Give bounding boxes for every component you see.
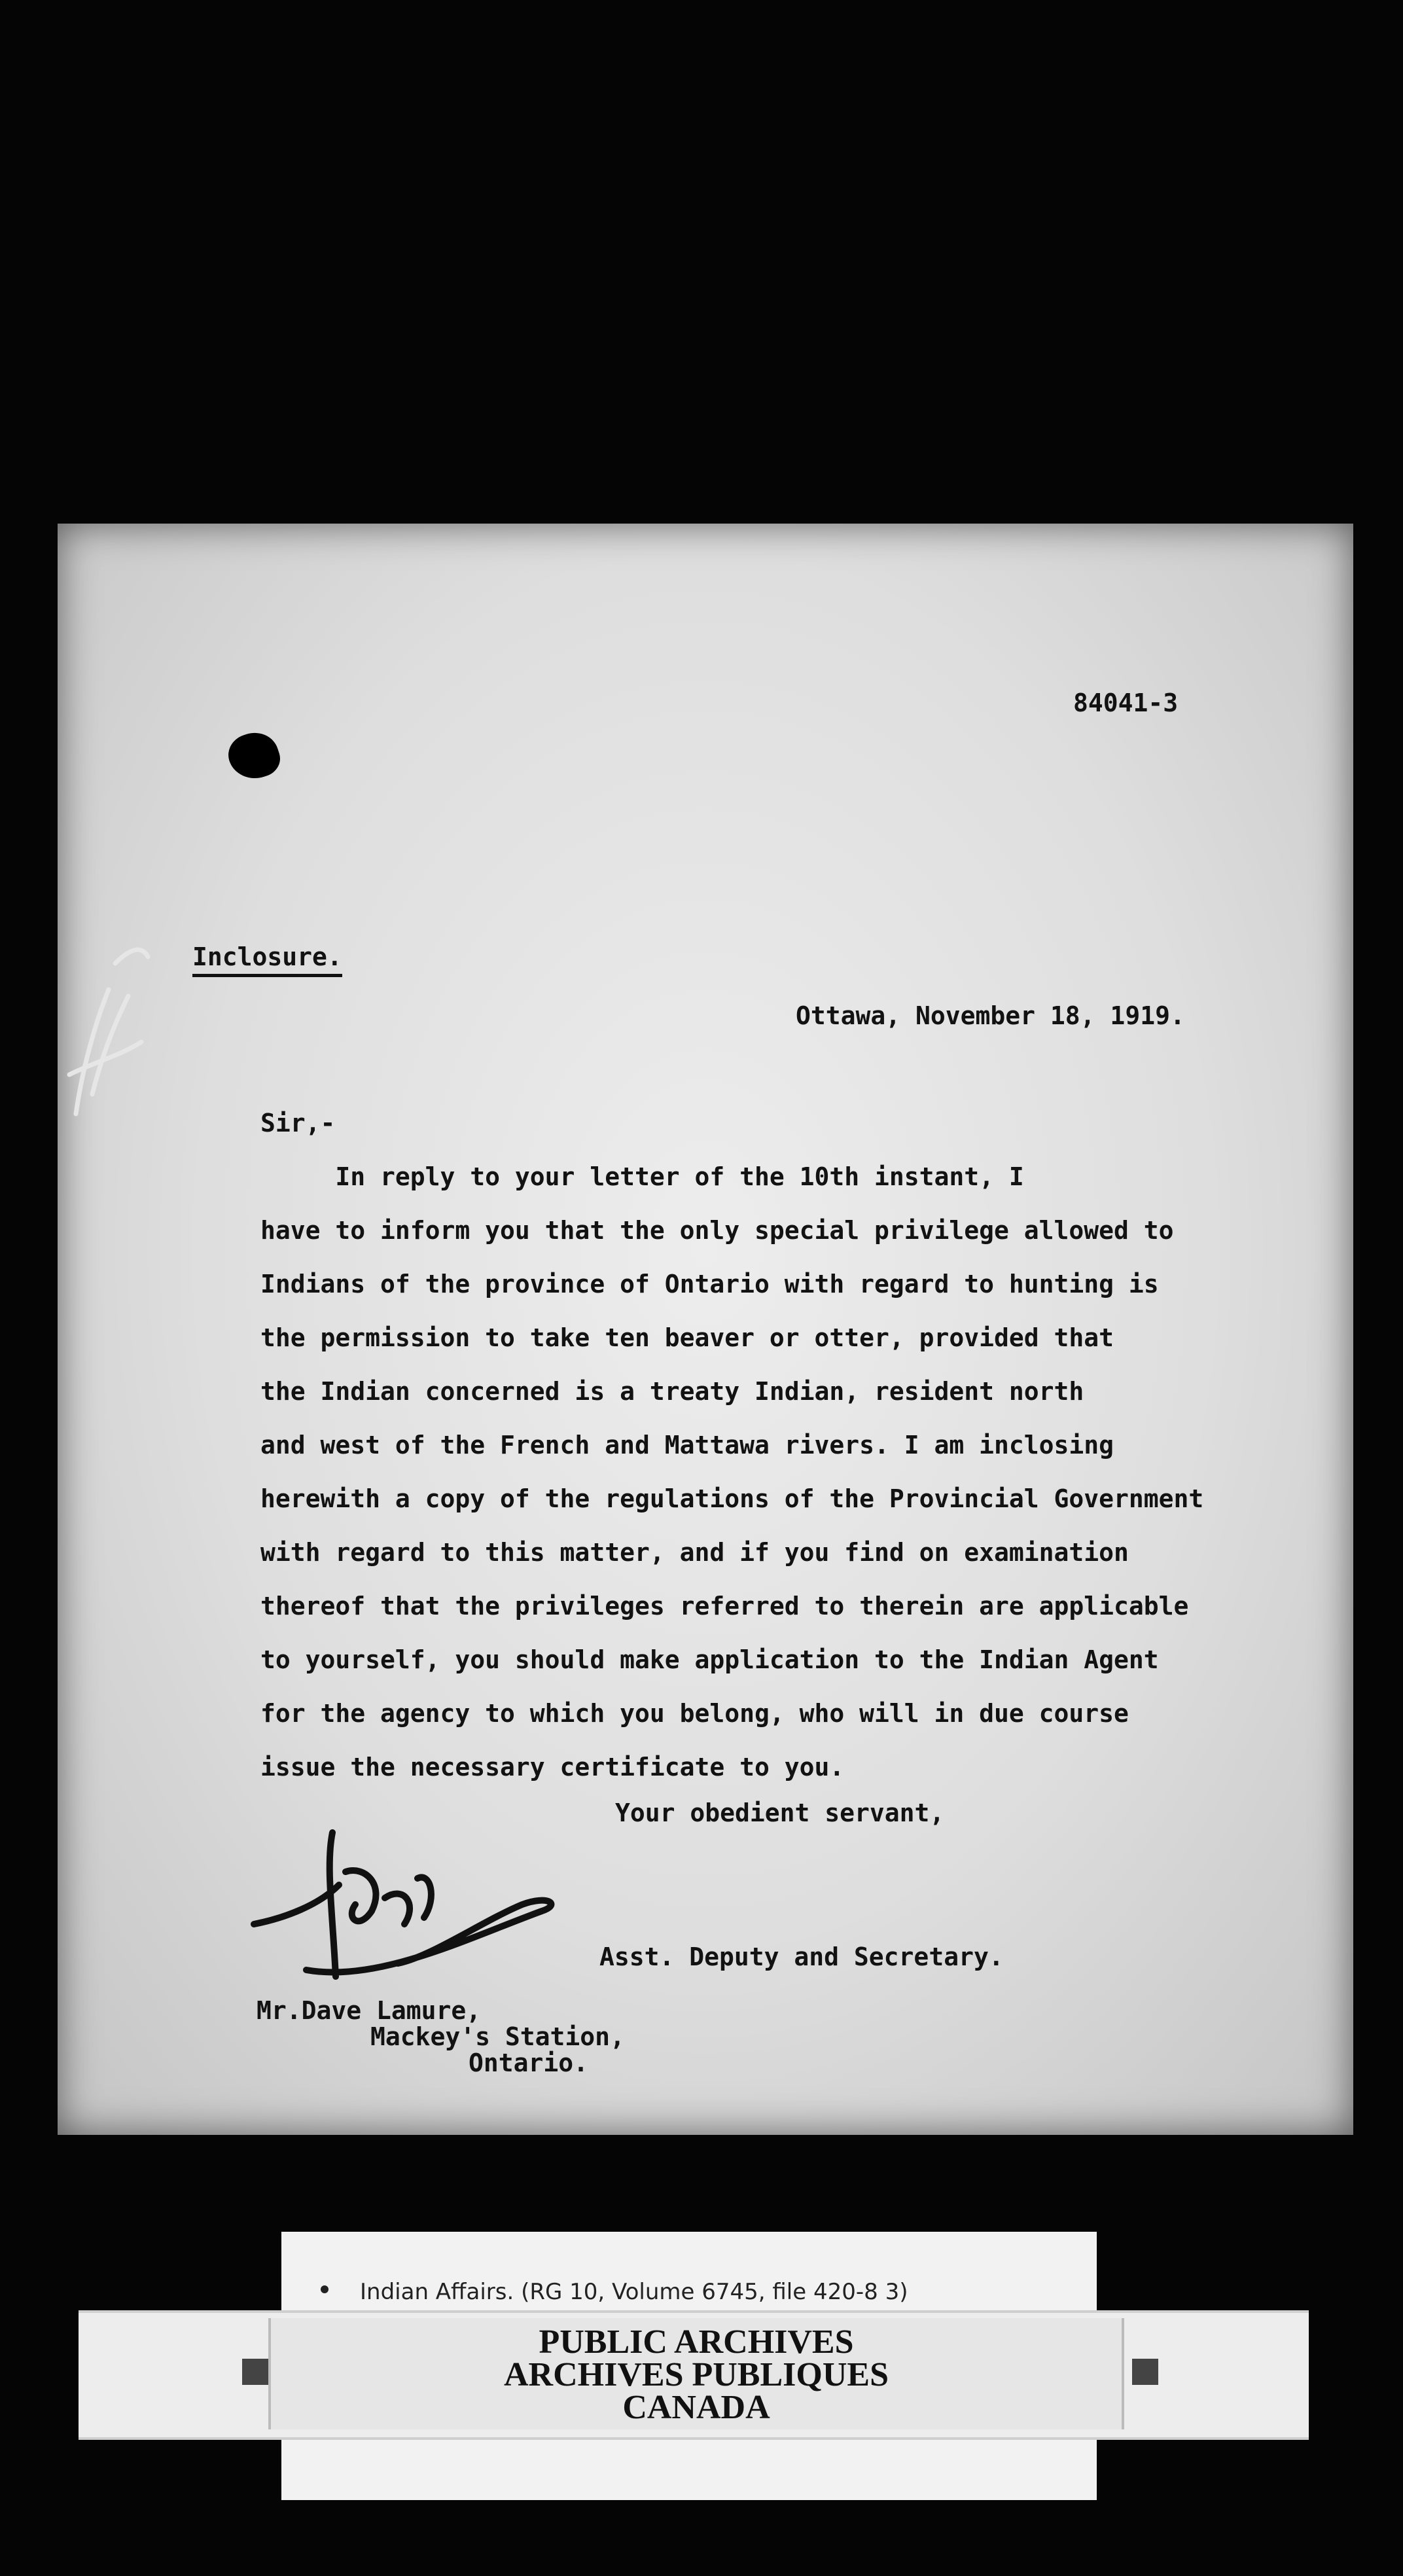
addressee-place: Mackey's Station,	[370, 2022, 625, 2051]
reference-number: 84041-3	[1073, 689, 1179, 717]
archive-reference-note: Indian Affairs. (RG 10, Volume 6745, file 420-8 3)	[360, 2279, 908, 2305]
salutation: Sir,-	[260, 1109, 336, 1137]
body-line: to yourself, you should make application to the Indian Agent	[260, 1645, 1159, 1674]
body-line: thereof that the privileges referred to therein are applicable	[260, 1592, 1189, 1620]
addressee-name: Mr.Dave Lamure,	[257, 1996, 482, 2025]
clip-mark	[1132, 2359, 1158, 2385]
body-line: the Indian concerned is a treaty Indian, resident north	[260, 1377, 1084, 1406]
body-line: have to inform you that the only special privilege allowed to	[260, 1216, 1174, 1245]
stamp-line: CANADA	[622, 2389, 770, 2426]
closing: Your obedient servant,	[615, 1798, 945, 1827]
bullet-dot	[321, 2285, 329, 2293]
body-line: herewith a copy of the regulations of the Provincial Government	[260, 1484, 1204, 1513]
body-line: for the agency to which you belong, who will in due course	[260, 1699, 1129, 1728]
stamp-line: PUBLIC ARCHIVES	[539, 2323, 854, 2361]
inclosure-heading: Inclosure.	[192, 942, 342, 977]
body-line: Indians of the province of Ontario with regard to hunting is	[260, 1270, 1159, 1298]
dateline: Ottawa, November 18, 1919.	[796, 1001, 1185, 1030]
punch-hole	[223, 726, 285, 785]
stamp-line: ARCHIVES PUBLIQUES	[503, 2356, 889, 2393]
body-line: and west of the French and Mattawa rivers. I am inclosing	[260, 1431, 1114, 1459]
body-line: In reply to your letter of the 10th instant, I	[260, 1162, 1024, 1191]
margin-initials	[56, 924, 154, 1134]
body-line: with regard to this matter, and if you find on examination	[260, 1538, 1129, 1567]
signature-title: Asst. Deputy and Secretary.	[599, 1942, 1004, 1971]
stamp-text-block	[268, 2318, 1124, 2429]
clip-mark	[242, 2359, 268, 2385]
archive-stamp	[79, 2310, 1309, 2440]
addressee-province: Ontario.	[469, 2048, 589, 2077]
handwritten-signature	[234, 1806, 575, 2003]
letter-page	[58, 524, 1353, 2135]
body-line: the permission to take ten beaver or otter, provided that	[260, 1323, 1114, 1352]
body-line: issue the necessary certificate to you.	[260, 1753, 845, 1781]
